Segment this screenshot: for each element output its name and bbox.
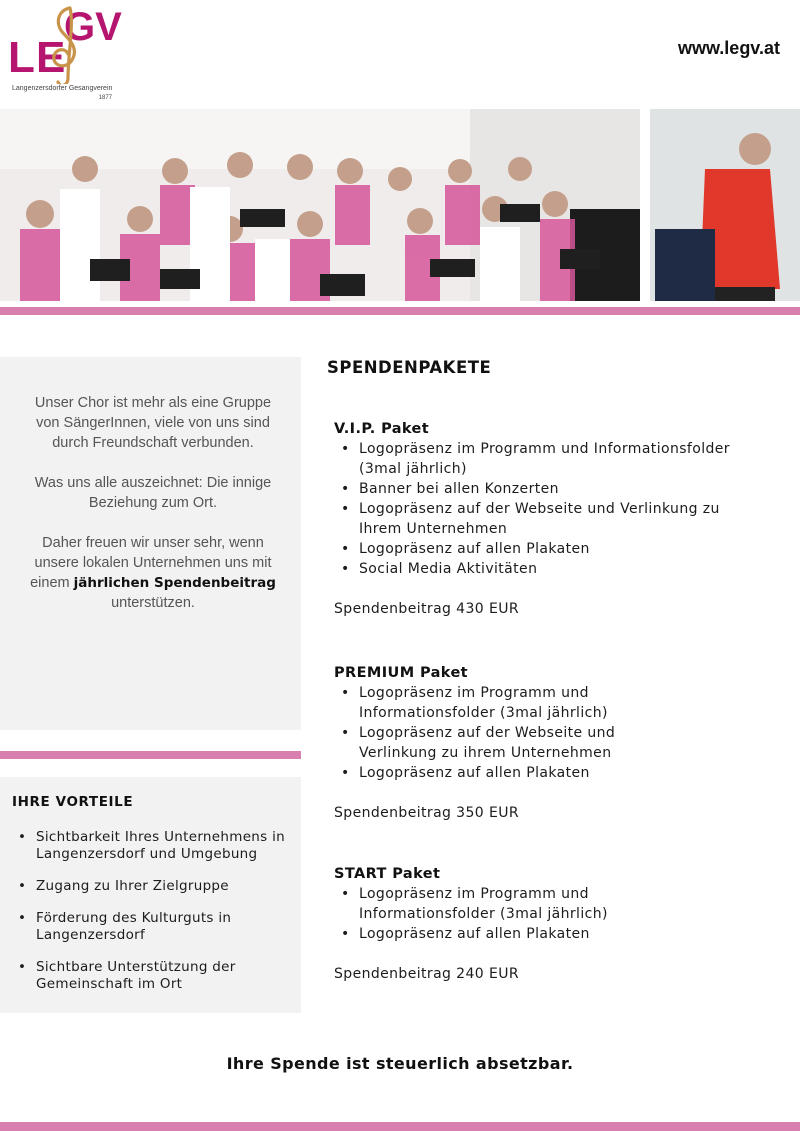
package-feature: • Logopräsenz auf allen Plakaten	[334, 924, 634, 944]
intro-p3-end: unterstützen.	[111, 595, 195, 611]
benefits-title: IHRE VORTEILE	[12, 794, 134, 810]
svg-text:GV: GV	[64, 5, 122, 49]
benefit-item: • Sichtbarkeit Ihres Unternehmens in Langenzersdorf und Umgebung	[0, 829, 286, 863]
benefit-item: • Sichtbare Unterstützung der Gemeinschaft im Ort	[0, 959, 286, 993]
packages-title: SPENDENPAKETE	[327, 358, 492, 377]
package-amount: Spendenbeitrag 430 EUR	[334, 601, 519, 617]
package-amount: Spendenbeitrag 240 EUR	[334, 966, 519, 982]
package-feature: • Logopräsenz im Programm und Informationsfolder (3mal jährlich)	[334, 683, 634, 723]
treble-clef-logo-icon	[8, 4, 128, 84]
package-feature: • Logopräsenz auf allen Plakaten	[334, 763, 634, 783]
logo-subtitle: Langenzersdorfer Gesangverein	[12, 85, 113, 92]
website-url[interactable]: www.legv.at	[677, 38, 780, 58]
package-features	[334, 683, 634, 783]
tax-deductible-note: Ihre Spende ist steuerlich absetzbar.	[226, 1054, 574, 1073]
accent-divider-top	[0, 307, 800, 315]
package-name: PREMIUM Paket	[334, 665, 469, 681]
package-name: V.I.P. Paket	[334, 421, 430, 437]
benefit-item: • Zugang zu Ihrer Zielgruppe	[0, 878, 286, 895]
legv-logo	[8, 4, 128, 108]
package-name: START Paket	[334, 866, 441, 882]
package-features	[334, 439, 764, 579]
intro-p3-start: Daher freuen wir unser sehr, wenn unsere lokalen Unternehmen uns mit einem	[30, 535, 272, 591]
svg-text:L: L	[8, 33, 35, 82]
intro-text	[28, 393, 278, 633]
svg-text:E: E	[36, 33, 66, 82]
package-premium	[334, 663, 634, 823]
package-feature: • Logopräsenz auf der Webseite und Verlinkung zu Ihrem Unternehmen	[334, 499, 764, 539]
package-start	[334, 864, 634, 984]
accent-divider-bottom	[0, 1122, 800, 1131]
package-features	[334, 884, 634, 944]
intro-paragraph-3	[28, 533, 278, 613]
intro-paragraph-1: Unser Chor ist mehr als eine Gruppe von SängerInnen, viele von uns sind durch Freundschaft verbunden.	[34, 395, 272, 451]
package-feature: • Logopräsenz im Programm und Informationsfolder (3mal jährlich)	[334, 439, 764, 479]
package-amount: Spendenbeitrag 350 EUR	[334, 805, 519, 821]
logo-year: 1877	[98, 95, 112, 101]
intro-p3-highlight: jährlichen Spendenbeitrag	[73, 575, 276, 591]
benefit-item: • Förderung des Kulturguts in Langenzersdorf	[0, 910, 286, 944]
package-feature: • Banner bei allen Konzerten	[334, 479, 764, 499]
intro-panel	[0, 357, 301, 730]
benefits-list	[0, 829, 286, 1008]
package-vip	[334, 419, 764, 619]
accent-divider-middle	[0, 751, 301, 759]
package-feature: • Logopräsenz auf allen Plakaten	[334, 539, 764, 559]
intro-paragraph-2: Was uns alle auszeichnet: Die innige Beziehung zum Ort.	[34, 475, 272, 511]
package-feature: • Social Media Aktivitäten	[334, 559, 764, 579]
benefits-panel	[0, 777, 301, 1013]
choir-photo	[0, 109, 800, 301]
package-feature: • Logopräsenz im Programm und Informationsfolder (3mal jährlich)	[334, 884, 634, 924]
package-feature: • Logopräsenz auf der Webseite und Verlinkung zu ihrem Unternehmen	[334, 723, 634, 763]
